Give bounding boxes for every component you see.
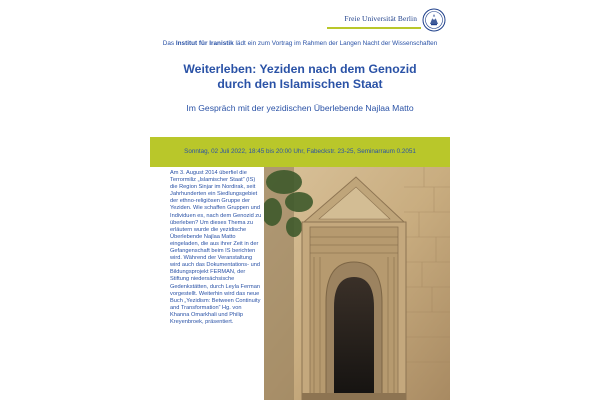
description-paragraph: Am 3. August 2014 überfiel die Terrormiliz „Islamischer Staat“ (IS) die Region Sinjar im Nordirak, seit Jahrhunderten ein Siedlungsgebiet der ethno-religiösen Gruppe der Yeziden. Wie schaffen Gruppen und Individuen es, nach dem Genozid zu überleben? Um dieses Thema zu erläutern wurde die yezidische Überlebende Najlaa Matto eingeladen, die aus ihrer Zeit in der Gefangenschaft beim IS berichten wird. Während der Veranstaltung wird auch das Dokumentations- und Bildungsprojekt FERMAN, der Stiftung niedersächsische Gedenkstätten, durch Leyla Ferman vorgestellt. Weiterhin wird das neue Buch „Yezidism: Between Continuity and Transformation“ Hg. von Khanna Omarkhali und Philip Kreyenbroek, präsentiert.: [170, 170, 262, 325]
flyer-page: [150, 0, 450, 400]
event-subtitle: Im Gespräch mit der yezidischen Überlebende Najlaa Matto: [186, 103, 414, 113]
invitation-line: [160, 40, 440, 48]
title-line-1: Weiterleben: Yeziden nach dem Genozid: [183, 62, 417, 76]
university-logo: [322, 8, 446, 34]
logo-text: Freie Universität Berlin: [344, 14, 417, 23]
title-line-2: durch den Islamischen Staat: [217, 77, 383, 91]
yezidi-temple-doorway-photo: [264, 167, 450, 400]
invite-prefix: Das: [162, 40, 176, 47]
event-title: [155, 62, 445, 92]
logo-accent-line: [327, 27, 421, 29]
institute-name: Institut für Iranistik: [175, 40, 234, 47]
university-seal-icon: [422, 8, 446, 32]
banner-text: Sonntag, 02 Juli 2022, 18:45 bis 20:00 Uhr, Fabeckstr. 23-25, Seminarraum 0.2051: [184, 148, 416, 155]
date-location-banner: [150, 137, 450, 167]
invite-suffix: lädt ein zum Vortrag im Rahmen der Langen Nacht der Wissenschaften: [233, 40, 438, 47]
